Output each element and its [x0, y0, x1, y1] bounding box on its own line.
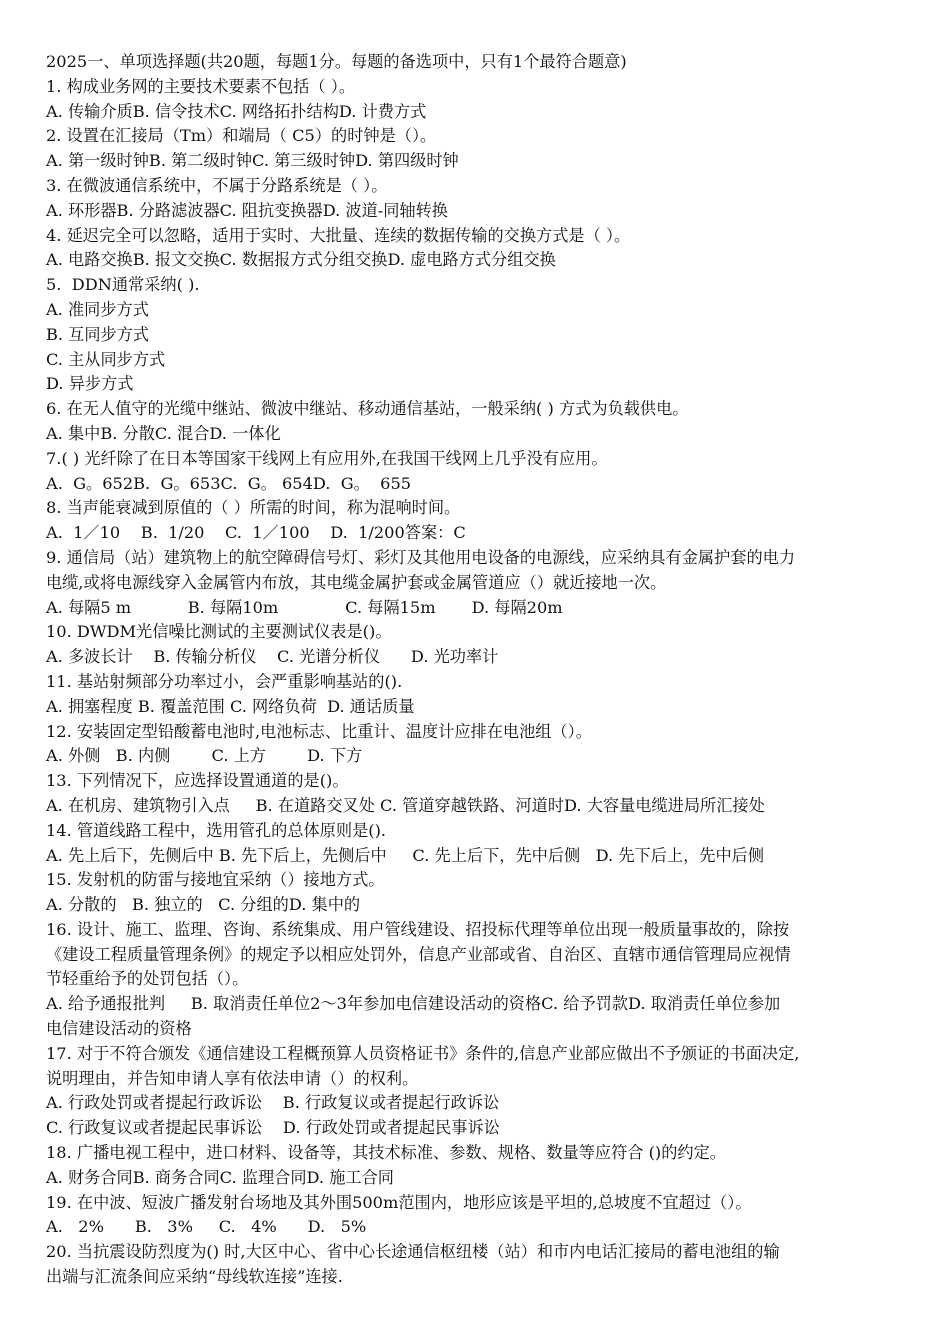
question-16-options: A. 给予通报批判 B. 取消责任单位2～3年参加电信建设活动的资格C. 给予罚款D. 取消责任单位参加 — [46, 994, 781, 1014]
question-5-option-c: C. 主从同步方式 — [46, 349, 166, 369]
question-14: 14. 管道线路工程中，选用管孔的总体原则是(). — [46, 820, 387, 840]
document-body — [46, 50, 908, 1290]
question-10: 10. DWDM光信噪比测试的主要测试仪表是()。 — [46, 622, 392, 642]
question-5: 5. DDN通常采纳( ). — [46, 275, 200, 295]
question-19-options: A. 2% B. 3% C. 4% D. 5% — [46, 1217, 367, 1237]
question-3: 3. 在微波通信系统中，不属于分路系统是（ ）。 — [46, 175, 388, 195]
question-11-options: A. 拥塞程度 B. 覆盖范围 C. 网络负荷 D. 通话质量 — [46, 696, 415, 716]
question-19: 19. 在中波、短波广播发射台场地及其外围500m范围内，地形应该是平坦的,总坡度不宜超过（）。 — [46, 1192, 752, 1212]
question-17-continued: 说明理由，并告知申请人享有依法申请（）的权利。 — [46, 1068, 419, 1088]
question-1: 1. 构成业务网的主要技术要素不包括（ ）。 — [46, 76, 356, 96]
question-4-options: A. 电路交换B. 报文交换C. 数据报方式分组交换D. 虚电路方式分组交换 — [46, 250, 556, 270]
question-15: 15. 发射机的防雷与接地宜采纳（）接地方式。 — [46, 870, 385, 890]
question-8-options: A. 1／10 B. 1/20 C. 1／100 D. 1/200答案：C — [46, 523, 466, 543]
question-16: 16. 设计、施工、监理、咨询、系统集成、用户管线建设、招投标代理等单位出现一般质量事故的，除按 — [46, 919, 790, 939]
question-10-options: A. 多波长计 B. 传输分析仪 C. 光谱分析仪 D. 光功率计 — [46, 647, 499, 667]
question-12: 12. 安装固定型铅酸蓄电池时,电池标志、比重计、温度计应排在电池组（）。 — [46, 721, 592, 741]
question-9-continued: 电缆,或将电源线穿入金属管内布放，其电缆金属护套或金属管道应（）就近接地一次。 — [46, 572, 667, 592]
question-17-options-ab: A. 行政处罚或者提起行政诉讼 B. 行政复议或者提起行政诉讼 — [46, 1093, 500, 1113]
question-5-option-b: B. 互同步方式 — [46, 324, 150, 344]
question-9: 9. 通信局（站）建筑物上的航空障碍信号灯、彩灯及其他用电设备的电源线，应采纳具有金属护套的电力 — [46, 547, 796, 567]
question-13-options: A. 在机房、建筑物引入点 B. 在道路交叉处 C. 管道穿越铁路、河道时D. 大容量电缆进局所汇接处 — [46, 795, 765, 815]
question-17: 17. 对于不符合颁发《通信建设工程概预算人员资格证书》条件的,信息产业部应做出不予颁证的书面决定, — [46, 1043, 800, 1063]
question-14-options: A. 先上后下，先侧后中 B. 先下后上，先侧后中 C. 先上后下，先中后侧 D. 先下后上，先中后侧 — [46, 845, 765, 865]
question-8: 8. 当声能衰减到原值的（ ）所需的时间，称为混响时间。 — [46, 498, 461, 518]
question-2-options: A. 第一级时钟B. 第二级时钟C. 第三级时钟D. 第四级时钟 — [46, 151, 459, 171]
question-6: 6. 在无人值守的光缆中继站、微波中继站、移动通信基站，一般采纳( ) 方式为负载供电。 — [46, 399, 689, 419]
question-18-options: A. 财务合同B. 商务合同C. 监理合同D. 施工合同 — [46, 1167, 394, 1187]
question-5-option-d: D. 异步方式 — [46, 374, 134, 394]
question-17-options-cd: C. 行政复议或者提起民事诉讼 D. 行政处罚或者提起民事诉讼 — [46, 1118, 500, 1138]
question-11: 11. 基站射频部分功率过小，会严重影响基站的(). — [46, 671, 403, 691]
question-1-options: A. 传输介质B. 信令技术C. 网络拓扑结构D. 计费方式 — [46, 101, 427, 121]
question-5-option-a: A. 准同步方式 — [46, 299, 149, 319]
section-heading: 2025一、单项选择题(共20题，每题1分。每题的备选项中，只有1个最符合题意) — [46, 52, 627, 71]
question-20: 20. 当抗震设防烈度为() 时,大区中心、省中心长途通信枢纽楼（站）和市内电话汇接局的蓄电池组的输 — [46, 1242, 780, 1262]
question-12-options: A. 外侧 B. 内侧 C. 上方 D. 下方 — [46, 746, 363, 766]
question-16-options-continued: 电信建设活动的资格 — [46, 1019, 192, 1039]
question-2: 2. 设置在汇接局（Tm）和端局（ C5）的时钟是（）。 — [46, 126, 437, 146]
question-16-continued-2: 节轻重给予的处罚包括（）。 — [46, 969, 249, 989]
question-16-continued-1: 《建设工程质量管理条例》的规定予以相应处罚外，信息产业部或省、自治区、直辖市通信管理局应视情 — [46, 944, 791, 964]
question-7: 7.( ) 光纤除了在日本等国家干线网上有应用外,在我国干线网上几乎没有应用。 — [46, 448, 608, 468]
question-13: 13. 下列情况下，应选择设置通道的是()。 — [46, 771, 349, 791]
question-6-options: A. 集中B. 分散C. 混合D. 一体化 — [46, 423, 281, 443]
question-9-options: A. 每隔5 m B. 每隔10m C. 每隔15m D. 每隔20m — [46, 597, 563, 617]
question-7-options: A. G。652B. G。653C. G。 654D. G。 655 — [46, 473, 412, 493]
question-3-options: A. 环形器B. 分路滤波器C. 阻抗变换器D. 波道-同轴转换 — [46, 200, 448, 220]
question-15-options: A. 分散的 B. 独立的 C. 分组的D. 集中的 — [46, 895, 361, 915]
question-20-continued: 出端与汇流条间应采纳“母线软连接”连接. — [46, 1267, 343, 1287]
question-4: 4. 延迟完全可以忽略，适用于实时、大批量、连续的数据传输的交换方式是（ ）。 — [46, 225, 631, 245]
question-18: 18. 广播电视工程中，进口材料、设备等，其技术标准、参数、规格、数量等应符合 ()的约定。 — [46, 1143, 726, 1163]
